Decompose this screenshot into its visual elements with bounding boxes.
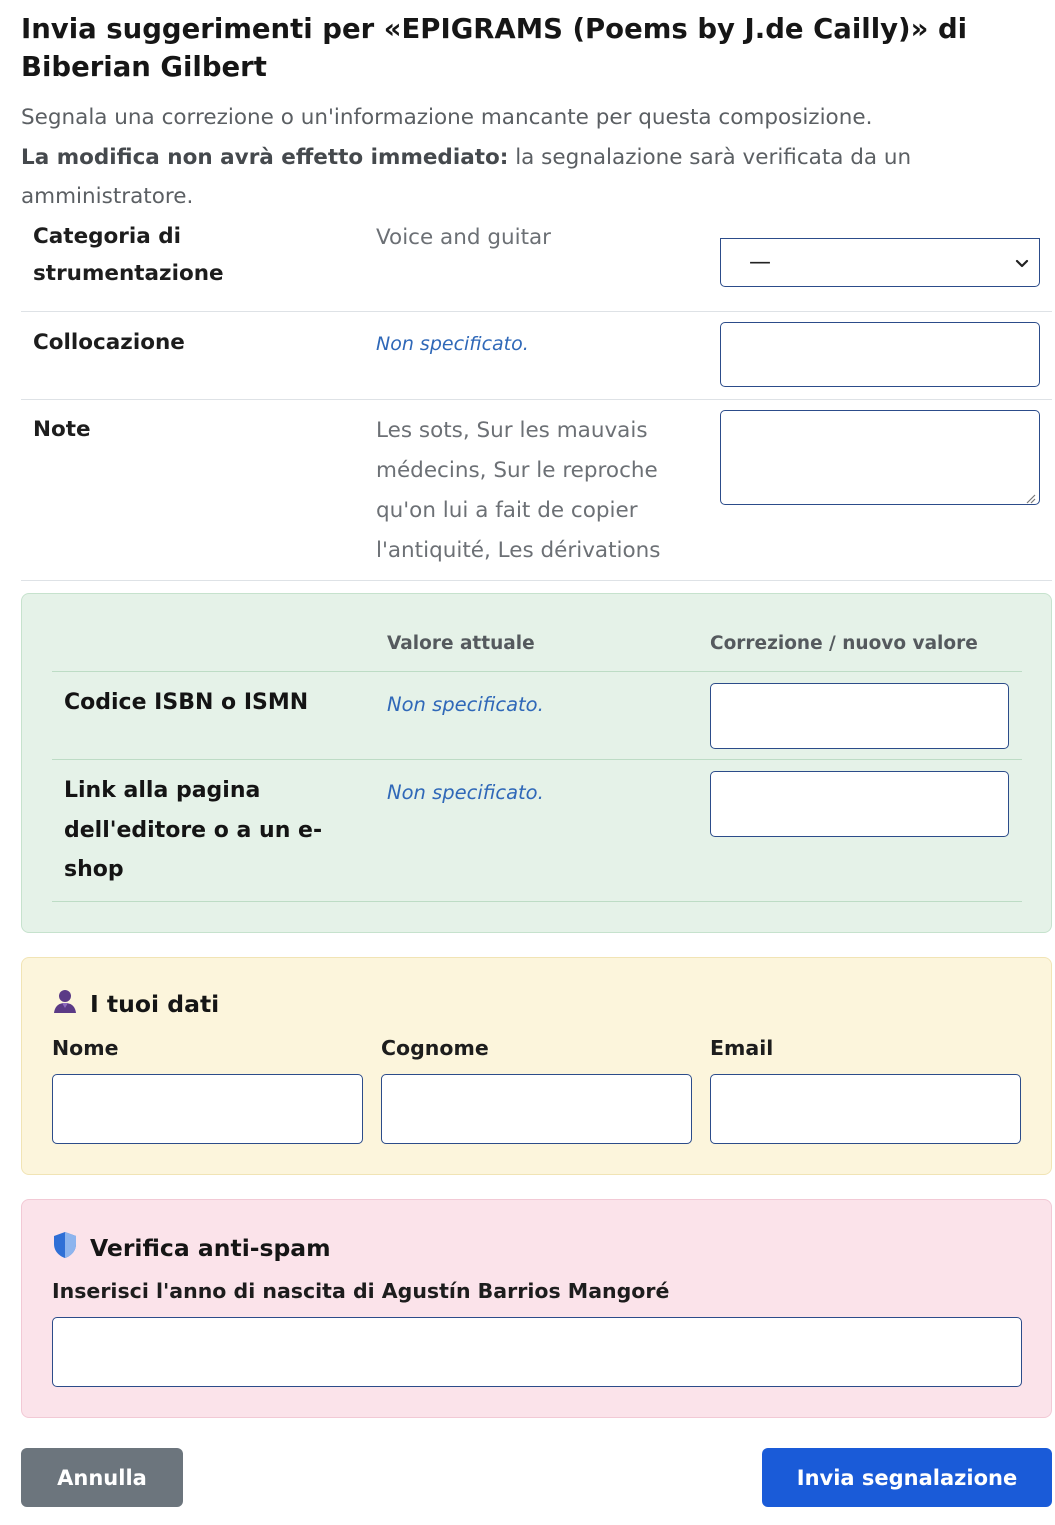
shield-icon bbox=[52, 1231, 78, 1265]
field-row-instrumentation bbox=[21, 198, 1052, 312]
user-data-heading bbox=[52, 988, 219, 1020]
chevron-down-icon bbox=[1015, 250, 1029, 275]
field-row-notes bbox=[21, 399, 1052, 581]
email-input[interactable] bbox=[710, 1074, 1021, 1144]
divider bbox=[52, 759, 1022, 760]
divider bbox=[52, 901, 1022, 902]
user-data-card bbox=[21, 957, 1052, 1175]
publisher-link-current-value: Non specificato. bbox=[387, 781, 544, 804]
cancel-button[interactable]: Annulla bbox=[21, 1448, 183, 1507]
intro-warning-rest: la segnalazione sarà verificata da un amministratore. bbox=[21, 144, 912, 209]
first-name-label: Nome bbox=[52, 1036, 119, 1060]
column-header-new: Correzione / nuovo valore bbox=[710, 633, 978, 654]
isbn-current-value: Non specificato. bbox=[387, 693, 544, 716]
last-name-label: Cognome bbox=[381, 1036, 489, 1060]
anti-spam-heading bbox=[52, 1231, 331, 1265]
location-current-value: Non specificato. bbox=[376, 333, 529, 355]
instrumentation-current-value: Voice and guitar bbox=[376, 225, 552, 250]
resize-handle-icon[interactable] bbox=[1024, 489, 1036, 501]
instrumentation-label: Categoria di strumentazione bbox=[33, 224, 224, 286]
notes-current-value: Les sots, Sur les mauvais médecins, Sur le reproche qu'on lui a fait de copier l'antiquité, Les dérivations bbox=[376, 418, 661, 563]
last-name-input[interactable] bbox=[381, 1074, 692, 1144]
intro-warning: La modifica non avrà effetto immediato: bbox=[21, 144, 509, 170]
notes-label: Note bbox=[33, 417, 91, 442]
anti-spam-card bbox=[21, 1199, 1052, 1418]
email-label: Email bbox=[710, 1036, 774, 1060]
intro-text: Segnala una correzione o un'informazione mancante per questa composizione. bbox=[21, 105, 873, 130]
dialog-title: Invia suggerimenti per «EPIGRAMS (Poems by J.de Cailly)» di Biberian Gilbert bbox=[21, 13, 968, 83]
publisher-link-input[interactable] bbox=[710, 771, 1009, 837]
birth-year-input[interactable] bbox=[52, 1317, 1022, 1387]
location-input[interactable] bbox=[720, 322, 1040, 387]
field-row-location bbox=[21, 311, 1052, 400]
submit-button[interactable]: Invia segnalazione bbox=[762, 1448, 1052, 1507]
user-data-title: I tuoi dati bbox=[90, 990, 220, 1018]
notes-textarea[interactable] bbox=[720, 410, 1040, 505]
anti-spam-question: Inserisci l'anno di nascita di Agustín Barrios Mangoré bbox=[52, 1279, 670, 1303]
user-icon bbox=[52, 988, 78, 1020]
publisher-link-label: Link alla pagina dell'editore o a un e-shop bbox=[64, 778, 323, 882]
column-header-current: Valore attuale bbox=[387, 633, 535, 654]
location-label: Collocazione bbox=[33, 330, 185, 355]
first-name-input[interactable] bbox=[52, 1074, 363, 1144]
isbn-label: Codice ISBN o ISMN bbox=[64, 690, 309, 715]
instrumentation-selected-value: — bbox=[749, 250, 771, 275]
isbn-input[interactable] bbox=[710, 683, 1009, 749]
divider bbox=[52, 671, 1022, 672]
fields-scroll-area[interactable] bbox=[21, 224, 1052, 581]
instrumentation-select[interactable] bbox=[720, 238, 1040, 287]
publisher-info-card bbox=[21, 593, 1052, 933]
anti-spam-title: Verifica anti-spam bbox=[90, 1234, 331, 1262]
